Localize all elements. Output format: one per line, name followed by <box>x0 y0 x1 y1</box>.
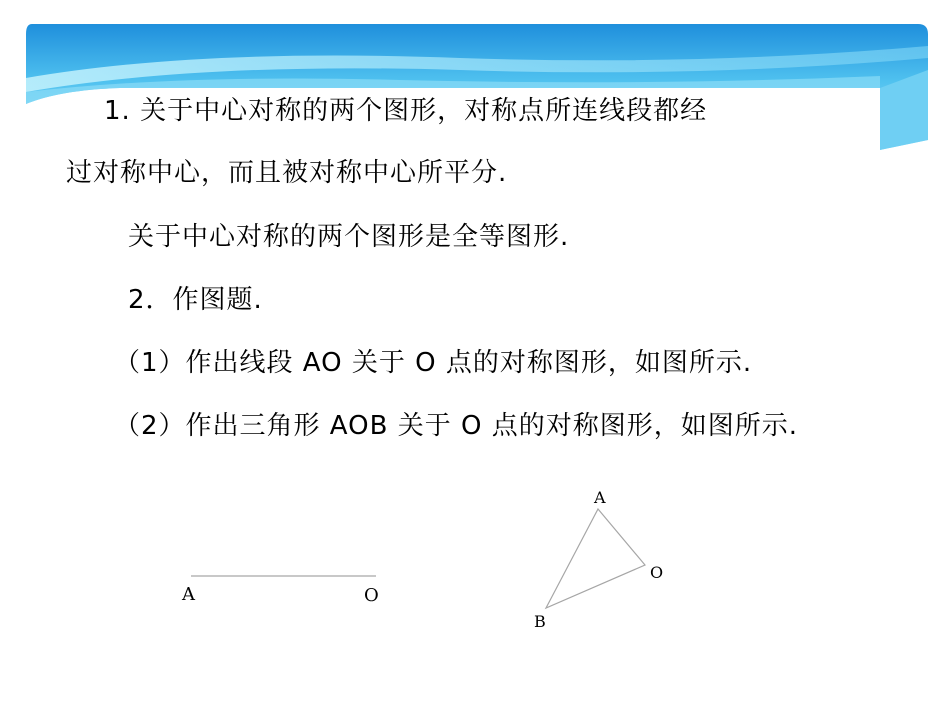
text-line-4: 2．作图题. <box>128 285 263 315</box>
segment-label-a: A <box>182 584 195 605</box>
segment-figure <box>181 576 379 606</box>
text-line-1: 1. 关于中心对称的两个图形，对称点所连线段都经 <box>104 96 708 126</box>
header-banner <box>0 0 950 160</box>
segment-label-o: O <box>364 585 379 606</box>
text-line-5: （1）作出线段 AO 关于 O 点的对称图形，如图所示. <box>114 348 753 378</box>
triangle-label-b: B <box>534 612 546 631</box>
text-line-2: 过对称中心，而且被对称中心所平分. <box>66 158 508 188</box>
triangle-label-o: O <box>650 563 664 582</box>
text-line-3: 关于中心对称的两个图形是全等图形. <box>128 222 570 252</box>
figures-area <box>0 470 950 670</box>
triangle-figure <box>534 488 663 631</box>
triangle-label-a: A <box>594 488 606 507</box>
triangle-aob <box>546 509 645 608</box>
text-line-6: （2）作出三角形 AOB 关于 O 点的对称图形，如图所示. <box>114 411 798 441</box>
